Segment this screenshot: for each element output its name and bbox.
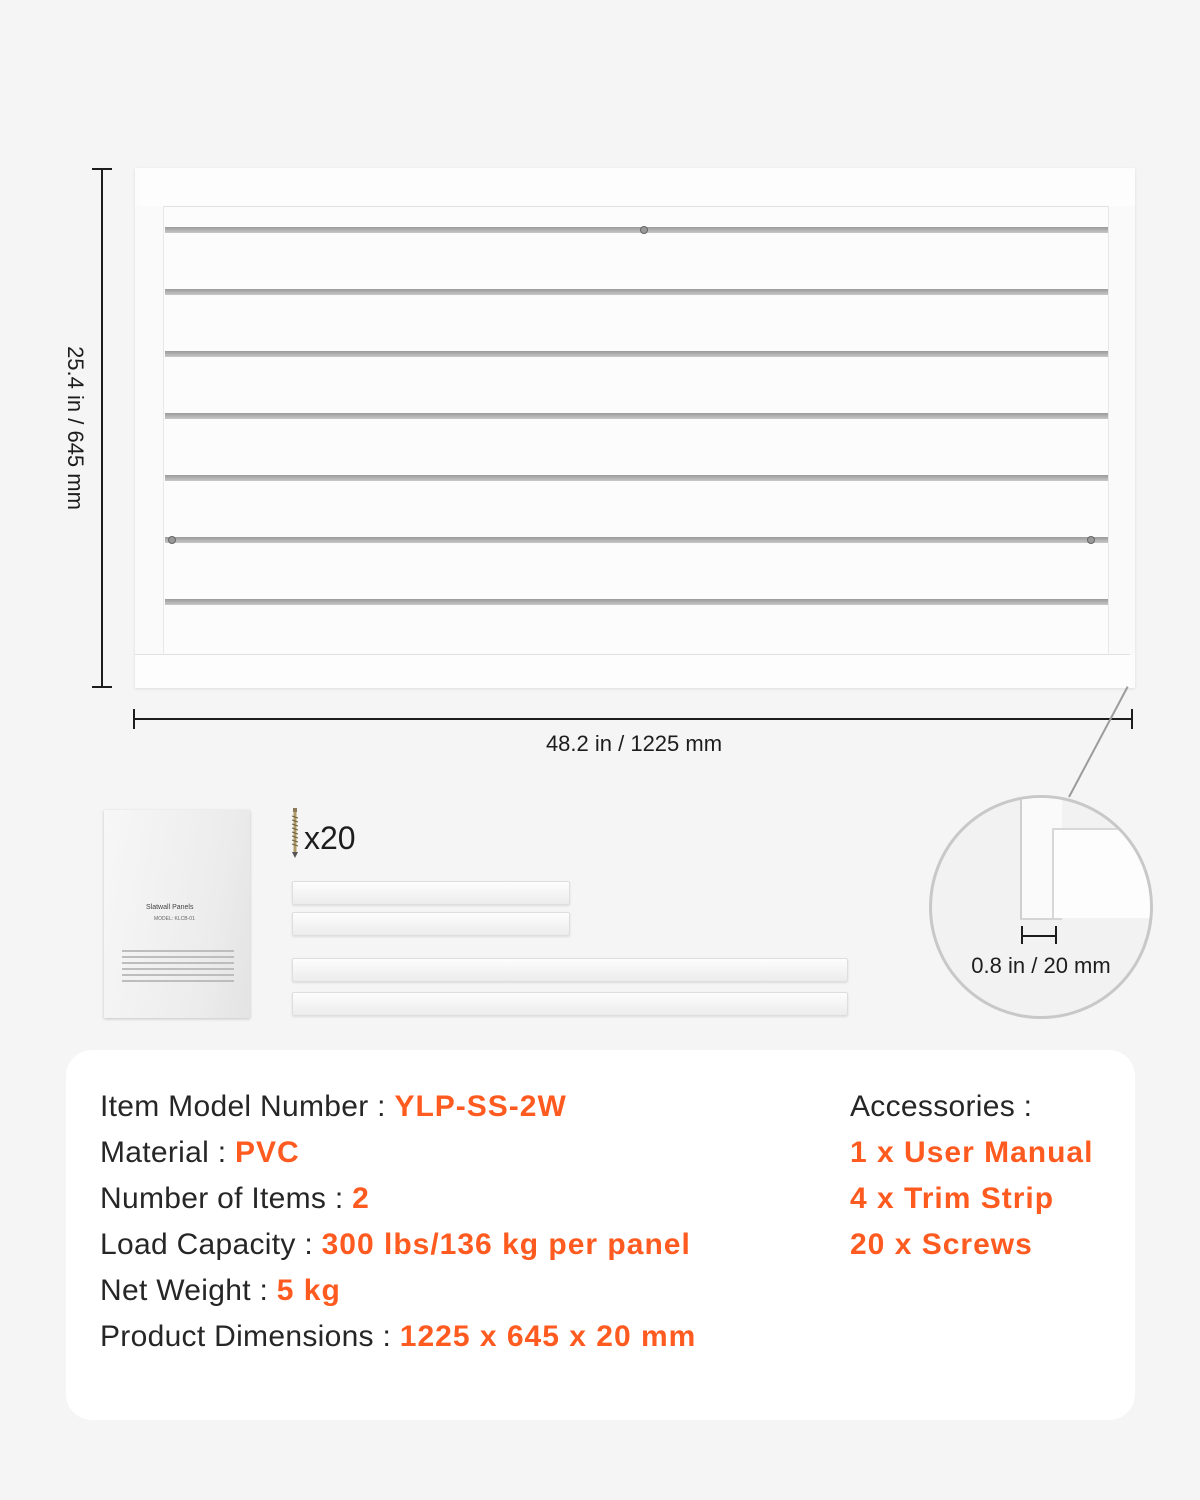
spec-material — [100, 1130, 696, 1176]
panel-bottom-trim — [135, 654, 1130, 688]
panel-slot — [165, 413, 1108, 419]
panel-screw-icon — [1087, 536, 1095, 544]
width-dimension-label: 48.2 in / 1225 mm — [545, 731, 723, 756]
height-dimension-cap — [92, 168, 112, 170]
spec-value: 2 — [352, 1182, 370, 1215]
width-dimension-cap — [1131, 709, 1133, 729]
panel-slot — [165, 599, 1108, 605]
accessories-list — [850, 1084, 1093, 1268]
spec-label: Item Model Number : — [100, 1090, 395, 1123]
panel-slot — [165, 537, 1108, 543]
manual-text-lines — [122, 950, 234, 986]
callout-pointer-line — [1068, 686, 1128, 797]
panel-left-edge — [135, 206, 164, 655]
screw-count-label: x20 — [304, 820, 356, 856]
spec-label: Load Capacity : — [100, 1228, 322, 1261]
long-trim-strip — [292, 992, 848, 1016]
accessory-item: 1 x User Manual — [850, 1136, 1094, 1169]
panel-slot — [165, 289, 1108, 295]
slatwall-panel-image — [135, 168, 1135, 688]
user-manual-image — [104, 810, 250, 1018]
height-dimension-cap — [92, 686, 112, 688]
short-trim-strip — [292, 912, 570, 936]
screw-icon — [288, 808, 302, 860]
panel-top-trim — [140, 168, 1135, 207]
thickness-dimension-label: 0.8 in / 20 mm — [971, 953, 1111, 978]
callout-trim-edge — [1052, 828, 1153, 918]
thickness-dimension-cap — [1021, 926, 1023, 944]
panel-screw-icon — [168, 536, 176, 544]
spec-label: Product Dimensions : — [100, 1320, 400, 1353]
panel-right-edge — [1108, 206, 1135, 655]
spec-product-dimensions — [100, 1314, 696, 1360]
manual-model: MODEL: KLCB-01 — [154, 916, 195, 922]
manual-title: Slatwall Panels — [146, 904, 194, 911]
spec-net-weight — [100, 1268, 696, 1314]
short-trim-strip — [292, 881, 570, 905]
width-dimension-cap — [133, 709, 135, 729]
accessory-item: 20 x Screws — [850, 1228, 1033, 1261]
thickness-dimension-line — [1022, 935, 1056, 937]
spec-model-number — [100, 1084, 696, 1130]
spec-label: Material : — [100, 1136, 236, 1169]
accessories-heading: Accessories : — [850, 1090, 1033, 1123]
spec-list — [100, 1084, 696, 1360]
long-trim-strip — [292, 958, 848, 982]
height-dimension-label: 25.4 in / 645 mm — [63, 346, 88, 510]
spec-value: 5 kg — [276, 1274, 341, 1307]
spec-value: 300 lbs/136 kg per panel — [321, 1228, 691, 1261]
panel-slot — [165, 227, 1108, 233]
thickness-detail-callout — [929, 795, 1153, 1019]
panel-slot — [165, 475, 1108, 481]
accessory-item: 4 x Trim Strip — [850, 1182, 1055, 1215]
spec-value: PVC — [235, 1136, 300, 1169]
spec-label: Net Weight : — [100, 1274, 277, 1307]
spec-label: Number of Items : — [100, 1182, 353, 1215]
panel-slot — [165, 351, 1108, 357]
spec-value: 1225 x 645 x 20 mm — [399, 1320, 697, 1353]
spec-value: YLP-SS-2W — [394, 1090, 567, 1123]
panel-screw-icon — [640, 226, 648, 234]
spec-load-capacity — [100, 1222, 696, 1268]
spec-number-of-items — [100, 1176, 696, 1222]
height-dimension-line — [101, 168, 103, 688]
thickness-dimension-cap — [1055, 926, 1057, 944]
width-dimension-line — [133, 718, 1133, 720]
